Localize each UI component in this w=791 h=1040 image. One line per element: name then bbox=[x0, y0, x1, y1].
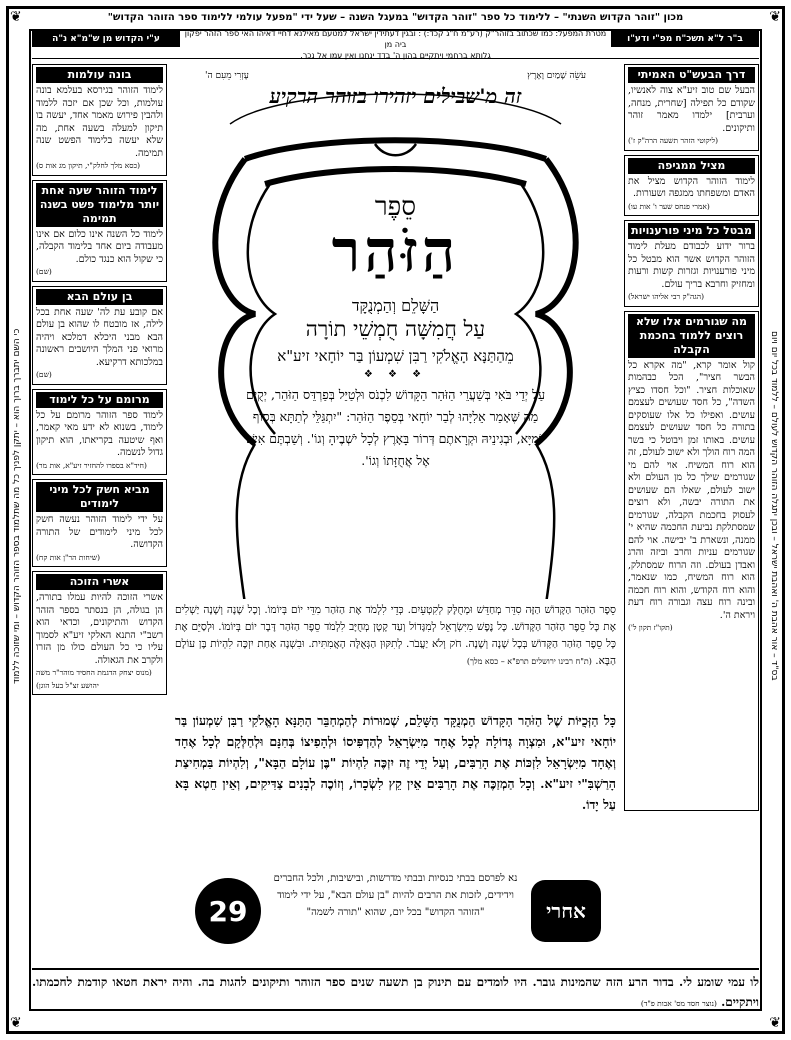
section-title: דרך הבעש"ט האמיתי bbox=[628, 67, 755, 83]
title-block bbox=[175, 64, 616, 599]
footer-text: לו עמי שומע לי. בדור הרע הזה שהמינות גובר. היו לומדים עם תינוק בן תשעה שנים ספר הזוהר ותיקונים להגות בה. והיה יראת חטאו קודמת לחכמתו. ויתקיים. bbox=[32, 975, 759, 1009]
author-line: מֵהַתַּנָּא הָאֱלֹקִי רַבִּן שִׁמְעוֹן בַּר יוֹחָאי זיע"א bbox=[277, 347, 514, 365]
section-title: מרומם על כל לימוד bbox=[36, 392, 163, 408]
section-text: לימוד הזוהר בגירסא בעלמא בונה עולמות, וכל שכן אם יזכה ללמוד ולהבין פירוש מאמר אחד, יעשה בו תיקון למעלה בשעה אחת, מה שלא יעשה בלימוד הפשט שנה תמימה. bbox=[36, 85, 163, 159]
right-section bbox=[624, 155, 759, 217]
section-title: לימוד הזוהר שעה אחת יותר מלימוד פשט בשנה תמימה bbox=[36, 183, 163, 227]
corner-ornament-icon: ❦ bbox=[10, 9, 22, 25]
section-text: קול אומר קרא, "מה אקרא כל הבשר חציר", הכל כבהמות שאוכלות חציר. "וכל חסדו כציץ השדה", כל חסד שעושים לעצמם עושים. ואפילו כל אלו שעוסקים בתורה כל חסד שעושים לעצמם עושים. באותו זמן ויבוטל כי בשר המה רוח הולך ולא ישוב לעולם, זה הוא רוח המשיח. אוי להם מי שגורמים שילך כל מן העולם ולא ישוב לעולם, שאלו הם שעושים את התורה יבשה, ולא רוצים לעסוק בחכמת הקבלה, שגורמים שמסתלקת נביעת החכמה שהיא י' ממנה, ונשארת ב' יבישה. אוי להם שגורמים עניות וחרב וביזה והרג ואבדן בעולם. וזה הרוח שמסתלק, הוא רוח המשיח, כמו שנאמר, והוא רוח הקודש, והוא רוח חכמה ובינה רוח עצה וגבורה רוח דעת ויראת ה'. bbox=[628, 359, 755, 621]
rights-paragraph: כָּל הַזְּכֻיּוֹת שֶׁל הַזֹּהַר הַקָּדוֹשׁ הַמְנֻקָּד הַשָּׁלֵם, שְׁמוּרוֹת לְהַמְחַבֵּר הַתַּנָּא הָאֱלֹקִי רַבִּן שִׁמְעוֹן בַּר יוֹחָאי זיע"א, וּמִצְוָה גְּדוֹלָה לְכָל אֶחָד מִיִּשְׂרָאֵל לְהַדְפִּיסוֹ וּלְהָפִיצוֹ בְּחִנָּם וּלְחַלְּקָם לְכָל אֶחָד וְאֶחָד מִיִּשְׂרָאֵל לִזְכּוֹת אֶת הָרַבִּים, וְעַל יְדֵי זֶה יִזְכֶּה לִהְיוֹת "בֶּן עוֹלָם הַבָּא", וְלִהְיוֹת בִּמְחִיצַת הָרַשְׁבִּ"י זיע"א. וְכָל הַמְזַכֶּה אֶת הָרַבִּים אֵין קֵץ לִשְׂכָרוֹ, וְזוֹכֶה לְבָנִים צַדִּיקִים, וְאֵין חֵטְא בָּא עַל יָדוֹ. bbox=[175, 713, 616, 812]
section-title: מה שגורמים אלו שלא רוצים ללמוד בחכמת הקבלה bbox=[628, 314, 755, 358]
left-border-text: כי השם יתברך ברוך הוא – יתקן לפניך כל מה שתלמוד בספר הזוהר הקדוש – ומי שזוכה ללמוד bbox=[12, 328, 22, 684]
arch-title: זה מ'שבילים יזהירו בזוהר הרקיע bbox=[269, 84, 522, 108]
book-title: הַזֹּהַר bbox=[331, 217, 460, 285]
subtitle-1: הַשָּׁלֵם וְהַמְנֻקָּד bbox=[351, 296, 440, 315]
section-source: (שיחות הר"ן אות קח) bbox=[36, 552, 101, 562]
page-number-badge: 29 bbox=[195, 878, 261, 944]
achrei-badge: אחרי bbox=[531, 880, 601, 942]
right-border-text: בס"ד – אור אהבת ה' ואהבת ישראל – ובכן יתגלה הזוהר הקדוש לעולם – ללמוד בכל יום ויום bbox=[769, 331, 779, 681]
section-source: (תקו"ז תקון ל') bbox=[628, 623, 673, 632]
footer-quote bbox=[32, 968, 759, 1016]
book-label: סֵפֶר bbox=[374, 192, 417, 222]
left-section bbox=[32, 571, 167, 695]
section-text: הבעל שם טוב זיע"א צוה לאנשיו, שקודם כל תפילה [שחרית, מנחה, וערבית] ילמדו מאמר זוהר ותיקונים. bbox=[628, 85, 755, 134]
verse-right: עֹשֵׂה שָׁמַיִם וָאָרֶץ bbox=[527, 71, 586, 81]
section-source: (מנוס יצחק הדגמת החסיד מוהר"ר משה יהושע זצ"ל בעל הוגן) bbox=[36, 668, 152, 690]
section-source: (אמרי פנחס שער ו' אות עו) bbox=[628, 201, 710, 211]
section-source: (שם) bbox=[36, 370, 52, 379]
study-paragraph-text: סֵפֶר הַזֹּהַר הַקָּדוֹשׁ הַזֶּה סִדֵּר מְחַדֵּשׁ וּמְחֻלָּק לְקִטְעֵיִם. כְּדֵי לִלְמֹד אֶת הַזֹּהַר מִדֵּי יוֹם בְּיוֹמוֹ. וְכָל שָׁנָה וְשָׁנָה יַשְׁלִים אֶת כָּל סֵפֶר הַזֹּהַר הַקָּדוֹשׁ. כָּל נֶפֶשׁ מִיִּשְׂרָאֵל לְמִגָּדוֹל וְעַד קָטָן מְחֻיָּב לִלְמֹד סֵפֶר הַזֹּהַר דָּבָר יוֹם בְּיוֹמוֹ. וּלְסַיֵּם אֶת כָּל סֵפֶר הַזֹּהַר הַקָּדוֹשׁ בְּכָל שָׁנָה וְשָׁנָה. חֹק וְלֹא יַעֲבֹר. לְתִקּוּן הַגְּאֻלָּה הָאֲמִתִּית. וּבִשְׁנָה אַחַת יִזְכֶּה לִהְיוֹת בֶּן עוֹלָם הַבָּא. bbox=[175, 604, 616, 667]
header-mission bbox=[182, 28, 609, 61]
subtitle-2: עַל חֲמִשָּׁה חֻמְשֵׁי תוֹרָה bbox=[305, 317, 486, 341]
section-source: (חיד"א בספרו להחזיר זיע"א, אות מר) bbox=[36, 460, 147, 470]
top-banner: מכון "זוהר הקדוש השנתי" – ללימוד כל ספר "זוהר הקדוש" במעגל השנה – שעל ידי "מפעל עולמי ללימוד ספר הזוהר הקדוש" bbox=[107, 12, 684, 23]
right-section bbox=[624, 220, 759, 307]
section-title: מציל ממגיפה bbox=[628, 158, 755, 174]
section-text: ברור ידוע לכבודם מעלת לימוד הזוהר הקדוש אשר הוא מבטל כל מיני פורענויות וגזרות קשות ורעות ומחזיק וחרבא בריך עולם. bbox=[628, 241, 755, 290]
left-column bbox=[32, 64, 167, 699]
left-section bbox=[32, 286, 167, 385]
right-section bbox=[624, 64, 759, 151]
header-right-box: ב"ר ל"א תשכ"ח מפ"י ודע"ו bbox=[611, 31, 759, 47]
study-paragraph bbox=[175, 602, 616, 670]
section-title: אשרי הזוכה bbox=[36, 574, 163, 590]
left-section bbox=[32, 180, 167, 282]
header-left-box: ע"י הקדוש מן ש"מ"א נ"ה bbox=[32, 31, 180, 47]
corner-ornament-icon: ❦ bbox=[769, 9, 781, 25]
corner-ornament-icon: ❦ bbox=[769, 1015, 781, 1031]
section-text: אם קובע עת לה' שעה אחת בכל לילה, אז מובטח לו שהוא בן עולם הבא מבני היכלא דמלכא ויהיה מרואי פני המלך היושבים ראשונה במלכותא דרקיעא. bbox=[36, 306, 163, 368]
section-source: (כסא מלך לחלק"י, תיקון מג אות ס) bbox=[36, 161, 141, 170]
header-mission-line2: גלותא ברחמי ויתקיים בהון ה' בדד ינחנו ואין עמו אל נכר. bbox=[300, 51, 491, 60]
section-source: (הגה"ק רבי אליהו ישראל) bbox=[628, 292, 705, 301]
divider-stars-icon: ❖ ❖ ❖ bbox=[363, 369, 428, 380]
right-section bbox=[624, 311, 759, 811]
left-section bbox=[32, 64, 167, 176]
section-text: לימוד הזוהר הקדוש מציל את האדם ומשפחתו ממגפה ושעורות. bbox=[628, 175, 755, 199]
intro-text: עַל יְדֵי בֹּאִי בְּשַׁעֲרֵי הַזֹּהַר הַקָּדוֹשׁ לִכְנֹס וּלְטַיֵּל בְּפַרְדֵּס הַזֹּהַר, יְקֻיַּם מַה שֶּׁאָמַר אֵלִיָּהוּ לְבַר יוֹחָאי בְּסֵפֶר הַזֹּהַר: "יִתְגַּלֵּי לְתַתָּא בְּסוֹף יוֹמַיָּא, וּבְגִינֵיהּ וּקְרָאתֶם דְּרוֹר בָּאָרֶץ לְכָל יֹשְׁבֶיהָ וְגוֹ'. וְשַׁבְתֶּם אִישׁ אֶל אֲחֻזָּתוֹ וְגוֹ'. bbox=[245, 387, 546, 468]
corner-ornament-icon: ❦ bbox=[10, 1015, 22, 1031]
verse-left: עֶזְרִי מֵעִם ה' bbox=[205, 71, 249, 81]
left-section bbox=[32, 389, 167, 476]
section-text: על ידי לימוד הזוהר נעשה חשק לכל מיני לימודים של התורה הקדושה. bbox=[36, 514, 163, 550]
section-title: מבטל כל מיני פורענויות bbox=[628, 223, 755, 239]
section-title: מביא חשק לכל מיני לימודים bbox=[36, 482, 163, 512]
section-text: אשרי הזוכה להיות עמלו בתורה, הן בגולה, הן בנסתר בספר הזהר הקדוש והתיקונים, וכדאי הוא רשב"י התנא האלקי זיע"א לסמוך עליו כי כל העולם כולו מן הזרו ולקרב את הגאולה. bbox=[36, 592, 163, 666]
section-title: בן עולם הבא bbox=[36, 289, 163, 305]
header bbox=[32, 28, 759, 59]
section-text: לימוד ספר הזוהר מרומם על כל לימוד, בשנוא לא ידע מאי קאמר, ואף שיטעה בקריאתו, הוא תיקון גדול לנשמה. bbox=[36, 409, 163, 458]
section-title: בונה עולמות bbox=[36, 67, 163, 83]
section-source: (שם) bbox=[36, 267, 52, 276]
left-section bbox=[32, 479, 167, 567]
study-paragraph-source: (ת"ח רבינו ירושלים תרפ"א – כסא מלך) bbox=[466, 657, 592, 666]
header-mission-line1: מטרת המפעל: כמו שכתוב בזוהר"ק (רע"מ ח"ג קכד:) : ובגין דעתידין ישראל למטעם מאילנא דחיי דאיהו האי ספר הזהר יפקון ביה מן bbox=[184, 29, 607, 49]
footer-source: (נוצר חסד מס' אבות פ"ד) bbox=[640, 999, 717, 1008]
publicize-note: נא לפרסם בבתי כנסיות ובבתי מדרשות, ובישיבות, ולכל החברים וידידים, לזכות את הרבים להיות "בן עולם הבא", על ידי לימוד "הזוהר הקדוש" בכל יום, שהוא "תורה לשמה" bbox=[273, 873, 518, 918]
section-source: (ליקוטי הזהר תשעה הרה"ק ז') bbox=[628, 136, 719, 145]
section-text: לימוד כל השנה אינו כלום אם אינו מעבודה ביום אחד בלימוד הקבלה, כי שקול הוא כנגד כולם. bbox=[36, 228, 163, 265]
right-column bbox=[624, 64, 759, 815]
